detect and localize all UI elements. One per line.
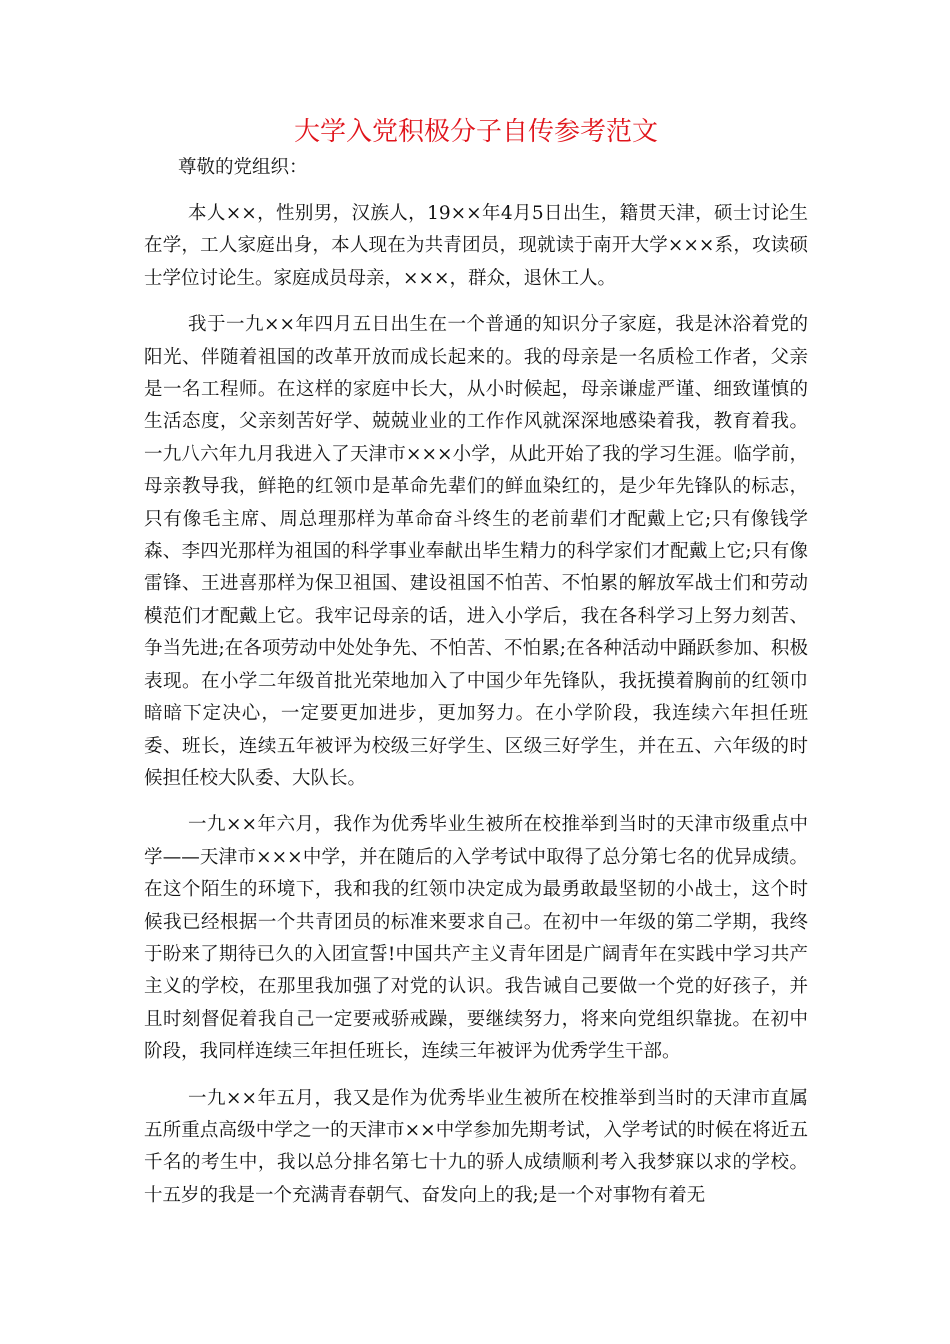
- paragraph-3: 一九××年六月，我作为优秀毕业生被所在校推举到当时的天津市级重点中学——天津市×××中学，并在随后的入学考试中取得了总分第七名的优异成绩。在这个陌生的环境下，我和我的红领巾决定成为最勇敢最坚韧的小战士，这个时候我已经根据一个共青团员的标准来要求自己。在初中一年级的第二学期，我终于盼来了期待已久的入团宣誓!中国共产主义青年团是广阔青年在实践中学习共产主义的学校，在那里我加强了对党的认识。我告诫自己要做一个党的好孩子，并且时刻督促着我自己一定要戒骄戒躁，要继续努力，将来向党组织靠拢。在初中阶段，我同样连续三年担任班长，连续三年被评为优秀学生干部。: [144, 814, 809, 1063]
- paragraph-2: 我于一九××年四月五日出生在一个普通的知识分子家庭，我是沐浴着党的阳光、伴随着祖国的改革开放而成长起来的。我的母亲是一名质检工作者，父亲是一名工程师。在这样的家庭中长大，从小时候起，母亲谦虚严谨、细致谨慎的生活态度，父亲刻苦好学、兢兢业业的工作作风就深深地感染着我，教育着我。一九八六年九月我进入了天津市×××小学，从此开始了我的学习生涯。临学前，母亲教导我，鲜艳的红领巾是革命先辈们的鲜血染红的，是少年先锋队的标志，只有像毛主席、周总理那样为革命奋斗终生的老前辈们才配戴上它;只有像钱学森、李四光那样为祖国的科学事业奉献出毕生精力的科学家们才配戴上它;只有像雷锋、王进喜那样为保卫祖国、建设祖国不怕苦、不怕累的解放军战士们和劳动模范们才配戴上它。我牢记母亲的话，进入小学后，我在各科学习上努力刻苦、争当先进;在各项劳动中处处争先、不怕苦、不怕累;在各种活动中踊跃参加、积极表现。在小学二年级首批光荣地加入了中国少年先锋队，我抚摸着胸前的红领巾暗暗下定决心，一定要更加进步，更加努力。在小学阶段，我连续六年担任班委、班长，连续五年被评为校级三好学生、区级三好学生，并在五、六年级的时候担任校大队委、大队长。: [144, 314, 808, 789]
- document-page: [144, 112, 808, 1226]
- paragraph-1: 本人××，性别男，汉族人，19××年4月5日出生，籍贯天津，硕士讨论生在学，工人家庭出身，本人现在为共青团员，现就读于南开大学×××系，攻读硕士学位讨论生。家庭成员母亲，×××，群众，退休工人。: [144, 203, 808, 289]
- salutation: 尊敬的党组织：: [178, 157, 308, 178]
- paragraph-4: 一九××年五月，我又是作为优秀毕业生被所在校推举到当时的天津市直属五所重点高级中学之一的天津市××中学参加先期考试，入学考试的时候在将近五千名的考生中，我以总分排名第七十九的骄人成绩顺利考入我梦寐以求的学校。十五岁的我是一个充满青春朝气、奋发向上的我;是一个对事物有着无: [144, 1087, 808, 1206]
- document-title: 大学入党积极分子自传参考范文: [293, 117, 658, 147]
